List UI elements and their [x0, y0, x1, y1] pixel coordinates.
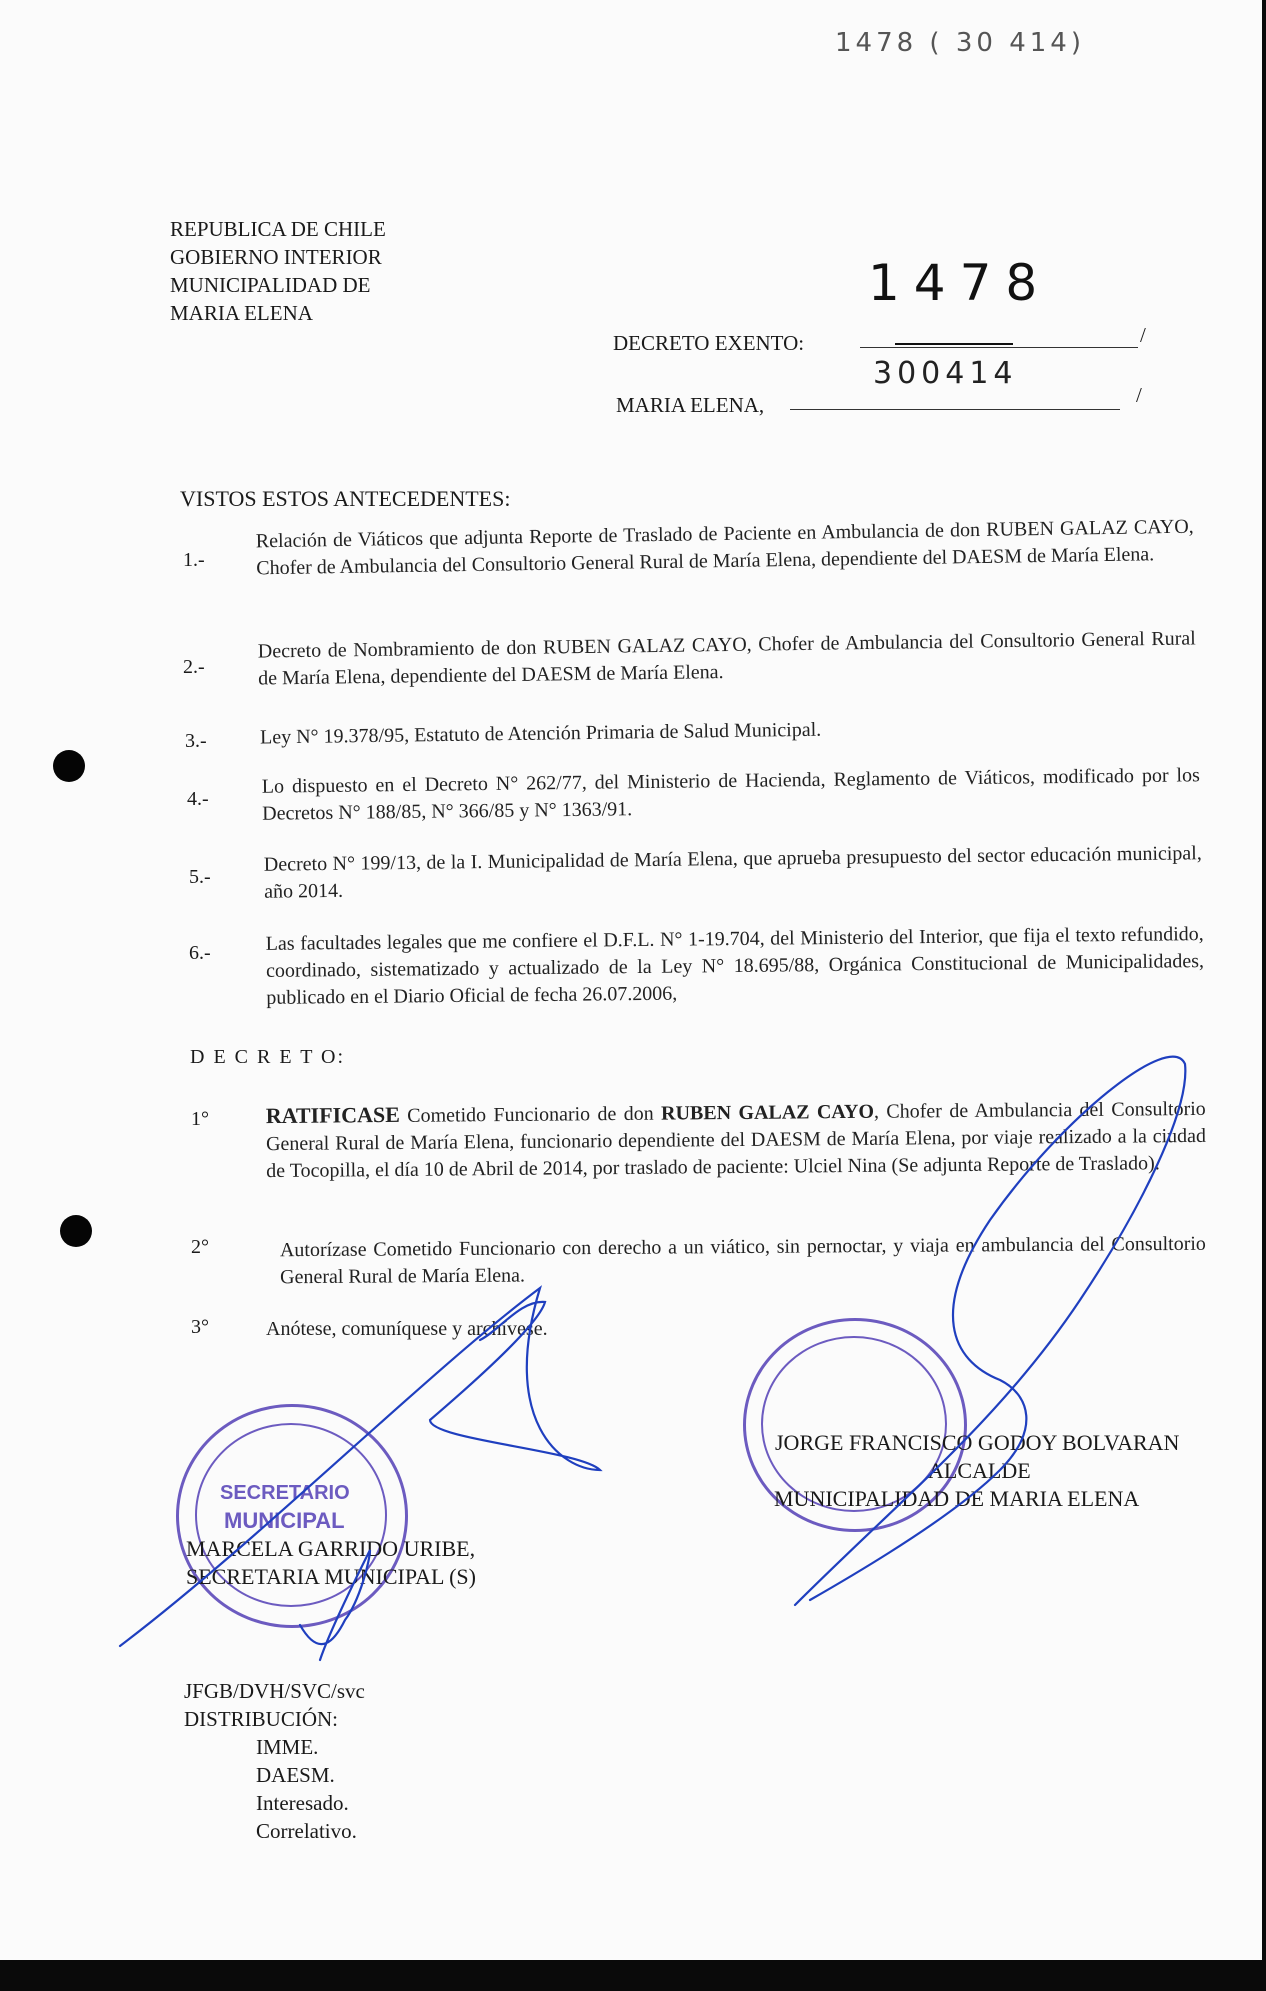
document-page: 1478 ( 30 414) REPUBLICA DE CHILE GOBIERNO INTERIOR MUNICIPALIDAD DE MARIA ELENA 1478 DECRETO EXENTO: / 300414 MARIA ELENA, / VISTOS ESTOS ANTECEDENTES: 1.- Relación de Viáticos que adjunta Reporte de Traslado de Paciente en Ambulancia de don RUBEN GALAZ CAYO, Chofer de Ambulancia del Consultorio General Rural de María Elena, dependiente del DAESM de María Elena. 2.- Decreto de Nombramiento de don RUBEN GALAZ CAYO, Chofer de Ambulancia del Consultorio General Rural de María Elena, dependiente del DAESM de María Elena. 3.- Ley N° 19.378/95, Estatuto de Atención Primaria de Salud Municipal. 4.- Lo dispuesto en el Decreto N° 262/77, del Ministerio de Hacienda, Reglamento de Viáticos, modificado por los Decretos N° 188/85, N° 366/85 y N° 1363/91. 5.- Decreto N° 199/13, de la I. Municipalidad de María Elena, que aprueba presupuesto del sector educación municipal, año 2014. 6.- Las facultades legales que me confiere el D.F.L. N° 1-19.704, del Ministerio del Interior, que fija el texto refundido, coordinado, sistematizado y actualizado de la Ley N° 18.695/88, Orgánica Constitucional de Municipalidades, publicado en el Diario Oficial de fecha 26.07.2006, D E C R E T O: 1° RATIFICASE Cometido Funcionario de don RUBEN GALAZ CAYO, Chofer de Ambulancia del Consultorio General Rural de María Elena, funcionario dependiente del DAESM de María Elena, por viaje realizado a la ciudad de Tocopilla, el día 10 de Abril de 2014, por traslado de paciente: Ulciel Nina (Se adjunta Reporte de Traslado). 2° Autorízase Cometido Funcionario con derecho a un viático, sin pernoctar, y viaja en ambulancia del Consultorio General Rural de María Elena. 3° Anótese, comuníquese y archívese. SECRETARIO MUNICIPAL MARCELA GARRIDO URIBE, SECRETARIA MUNICIPAL (S) JORGE FRANCISCO GODOY BOLVARAN ALCALDE MUNICIPALIDAD DE MARIA ELENA JFGB/DVH/SVC/svc DISTRIBUCIÓN: IMME. DAESM. Interesado. Correlativo. [0, 0, 1262, 1960]
distribution-item: DAESM. [256, 1763, 335, 1787]
resolution-1-number: 1° [191, 1108, 209, 1130]
resolution-2-text: Autorízase Cometido Funcionario con derecho a un viático, sin pernoctar, y viaja en ambulancia del Consultorio General Rural de María Elena. [279, 1232, 1206, 1289]
visto-5-number: 5.- [189, 866, 211, 888]
signer-left-role: SECRETARIA MUNICIPAL (S) [186, 1564, 476, 1589]
stamp-center-2: MUNICIPAL [224, 1508, 345, 1533]
header-line-2: GOBIERNO INTERIOR [170, 245, 382, 269]
secretary-signature [120, 1288, 600, 1660]
place-label: MARIA ELENA, [616, 393, 765, 417]
header-line-3: MUNICIPALIDAD DE [170, 273, 371, 297]
header-line-1: REPUBLICA DE CHILE [170, 217, 386, 241]
handwritten-annotation: 1478 ( 30 414) [835, 28, 1085, 58]
initials: JFGB/DVH/SVC/svc [184, 1679, 365, 1703]
decreto-title: D E C R E T O: [190, 1046, 346, 1068]
signer-right-role: ALCALDE [928, 1458, 1031, 1483]
distribution-item: Interesado. [256, 1791, 349, 1815]
visto-4-text: Lo dispuesto en el Decreto N° 262/77, del Ministerio de Hacienda, Reglamento de Viáticos, modificado por los Decretos N° 188/85, N° 366/85 y N° 1363/91. [261, 764, 1200, 825]
distribution-item: IMME. [256, 1735, 319, 1759]
header-line-4: MARIA ELENA [170, 301, 313, 325]
visto-2-text: Decreto de Nombramiento de don RUBEN GALAZ CAYO, Chofer de Ambulancia del Consultorio General Rural de María Elena, dependiente del DAESM de María Elena. [257, 627, 1196, 690]
signer-left-name: MARCELA GARRIDO URIBE, [186, 1536, 476, 1561]
visto-2-number: 2.- [183, 656, 205, 678]
resolution-3-number: 3° [191, 1316, 209, 1338]
decreto-exento-label: DECRETO EXENTO: [613, 331, 805, 355]
employee-name: RUBEN GALAZ CAYO [660, 1100, 875, 1125]
visto-4-number: 4.- [187, 788, 209, 810]
visto-1-number: 1.- [183, 549, 205, 571]
visto-1-text: Relación de Viáticos que adjunta Reporte de Traslado de Paciente en Ambulancia de don RUBEN GALAZ CAYO, Chofer de Ambulancia del Consultorio General Rural de María Elena, dependiente del DAESM de María Elena. [255, 515, 1194, 580]
signer-right-org: MUNICIPALIDAD DE MARIA ELENA [774, 1486, 1140, 1511]
signer-right-name: JORGE FRANCISCO GODOY BOLVARAN [775, 1430, 1180, 1455]
mayor-signature [795, 1057, 1185, 1605]
visto-6-text: Las facultades legales que me confiere el D.F.L. N° 1-19.704, del Ministerio del Interior, que fija el texto refundido, coordinado, sistematizado y actualizado de la Ley N° 18.695/88, Orgánica Constitucional de Municipalidades, publicado en el Diario Oficial de fecha 26.07.2006, [265, 923, 1205, 1009]
vistos-title: VISTOS ESTOS ANTECEDENTES: [180, 486, 511, 511]
visto-6-number: 6.- [189, 942, 211, 964]
ratificase-label: RATIFICASE [265, 1101, 400, 1129]
resolution-1-text: RATIFICASE Cometido Funcionario de don RUBEN GALAZ CAYO, Chofer de Ambulancia del Consultorio General Rural de María Elena, funcionario dependiente del DAESM de María Elena, por viaje realizado a la ciudad de Tocopilla, el día 10 de Abril de 2014, por traslado de paciente: Ulciel Nina (Se adjunta Reporte de Traslado). [265, 1097, 1207, 1183]
distribution-item: Correlativo. [256, 1819, 357, 1843]
visto-5-text: Decreto N° 199/13, de la I. Municipalidad de María Elena, que aprueba presupuesto del sector educación municipal, año 2014. [263, 842, 1202, 903]
stamp-center-1: SECRETARIO [220, 1482, 350, 1504]
visto-3-text: Ley N° 19.378/95, Estatuto de Atención Primaria de Salud Municipal. [259, 718, 822, 749]
distribution-title: DISTRIBUCIÓN: [184, 1707, 339, 1731]
resolution-2-number: 2° [191, 1236, 209, 1258]
resolution-3-text: Anótese, comuníquese y archívese. [266, 1318, 548, 1340]
visto-3-number: 3.- [185, 730, 207, 752]
decree-number: 1478 [868, 254, 1052, 312]
date-value: 300414 [873, 356, 1018, 391]
